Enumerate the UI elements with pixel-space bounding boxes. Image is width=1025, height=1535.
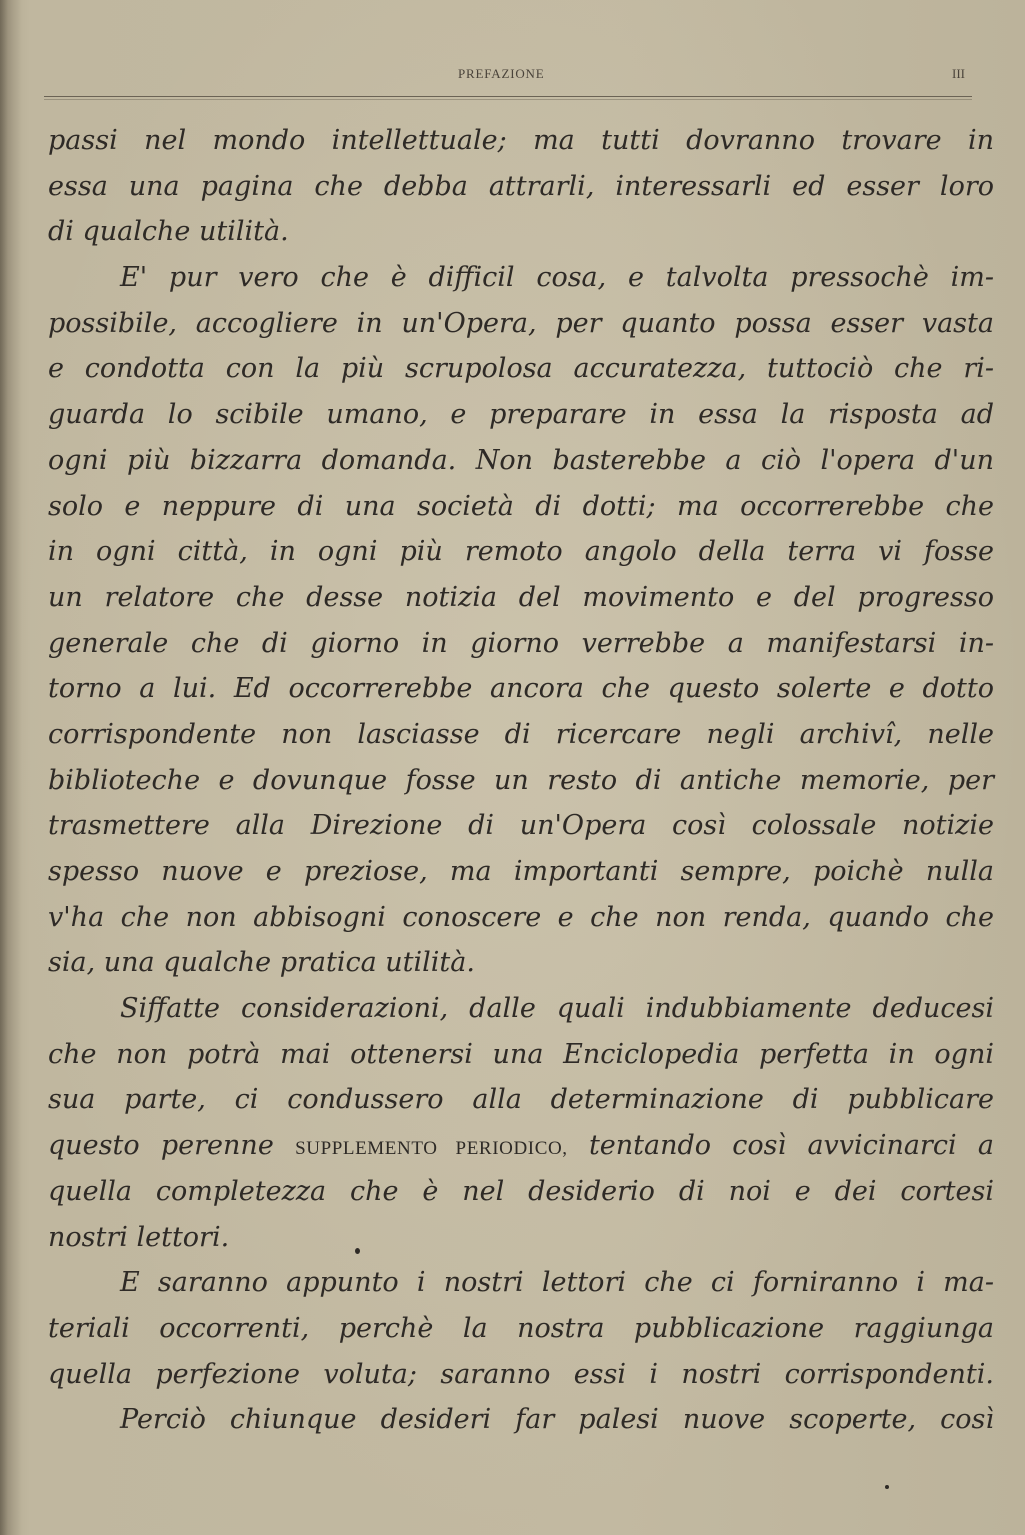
text-line: sia, una qualche pratica utilità. (48, 947, 475, 979)
header-rule (44, 96, 972, 97)
text-line: E saranno appunto i nostri lettori che ci forniranno i ma- (120, 1267, 994, 1299)
text-line: possibile, accogliere in un'Opera, per quanto possa esser vasta (48, 307, 994, 339)
text-line: torno a lui. Ed occorrerebbe ancora che questo solerte e dotto (48, 673, 994, 705)
small-caps-phrase: SUPPLEMENTO PERIODICO, (295, 1138, 568, 1160)
text-line: quella completezza che è nel desiderio di noi e dei cortesi (48, 1175, 994, 1207)
page-number: III (952, 66, 965, 81)
header-rule-secondary (44, 99, 972, 100)
text-line: e condotta con la più scrupolosa accuratezza, tuttociò che ri- (48, 353, 994, 385)
body-text (48, 118, 994, 1443)
text-fragment: questo perenne (48, 1130, 274, 1162)
text-line: essa una pagina che debba attrarli, interessarli ed esser loro (48, 170, 994, 202)
running-head (0, 66, 1025, 86)
text-line: corrispondente non lasciasse di ricercare negli archivî, nelle (48, 718, 994, 750)
ink-speck (355, 1248, 360, 1254)
text-line-mixed (48, 1123, 994, 1169)
text-line: E' pur vero che è difficil cosa, e talvolta pressochè im- (120, 262, 994, 294)
text-line: passi nel mondo intellettuale; ma tutti dovranno trovare in (48, 125, 994, 156)
text-line: Siffatte considerazioni, dalle quali indubbiamente deducesi (120, 993, 994, 1025)
text-line: biblioteche e dovunque fosse un resto di antiche memorie, per (48, 764, 994, 796)
text-line: Perciò chiunque desideri far palesi nuove scoperte, così (120, 1404, 994, 1436)
text-line: solo e neppure di una società di dotti; ma occorrerebbe che (48, 490, 994, 522)
text-line: quella perfezione voluta; saranno essi i nostri corrispondenti. (48, 1358, 994, 1390)
text-line: nostri lettori. (48, 1221, 230, 1253)
text-line: un relatore che desse notizia del movimento e del progresso (48, 581, 994, 613)
text-line: in ogni città, in ogni più remoto angolo della terra vi fosse (48, 536, 994, 568)
text-line: generale che di giorno in giorno verrebbe a manifestarsi in- (48, 627, 994, 659)
running-head-title: PREFAZIONE (458, 66, 545, 81)
text-line: guarda lo scibile umano, e preparare in essa la risposta ad (48, 399, 994, 431)
text-line: che non potrà mai ottenersi una Enciclopedia perfetta in ogni (48, 1038, 994, 1070)
ink-speck (885, 1485, 889, 1489)
text-line: v'ha che non abbisogni conoscere e che non renda, quando che (48, 901, 994, 933)
text-line: teriali occorrenti, perchè la nostra pubblicazione raggiunga (48, 1312, 994, 1344)
text-line: trasmettere alla Direzione di un'Opera così colossale notizie (48, 810, 994, 842)
text-line: ogni più bizzarra domanda. Non basterebbe a ciò l'opera d'un (48, 444, 994, 476)
text-fragment: tentando così avvicinarci a (588, 1130, 994, 1162)
text-line: sua parte, ci condussero alla determinazione di pubblicare (48, 1084, 994, 1116)
text-line: spesso nuove e preziose, ma importanti sempre, poichè nulla (48, 856, 994, 887)
text-line: di qualche utilità. (48, 216, 289, 248)
page-spine-shadow (0, 0, 22, 1535)
